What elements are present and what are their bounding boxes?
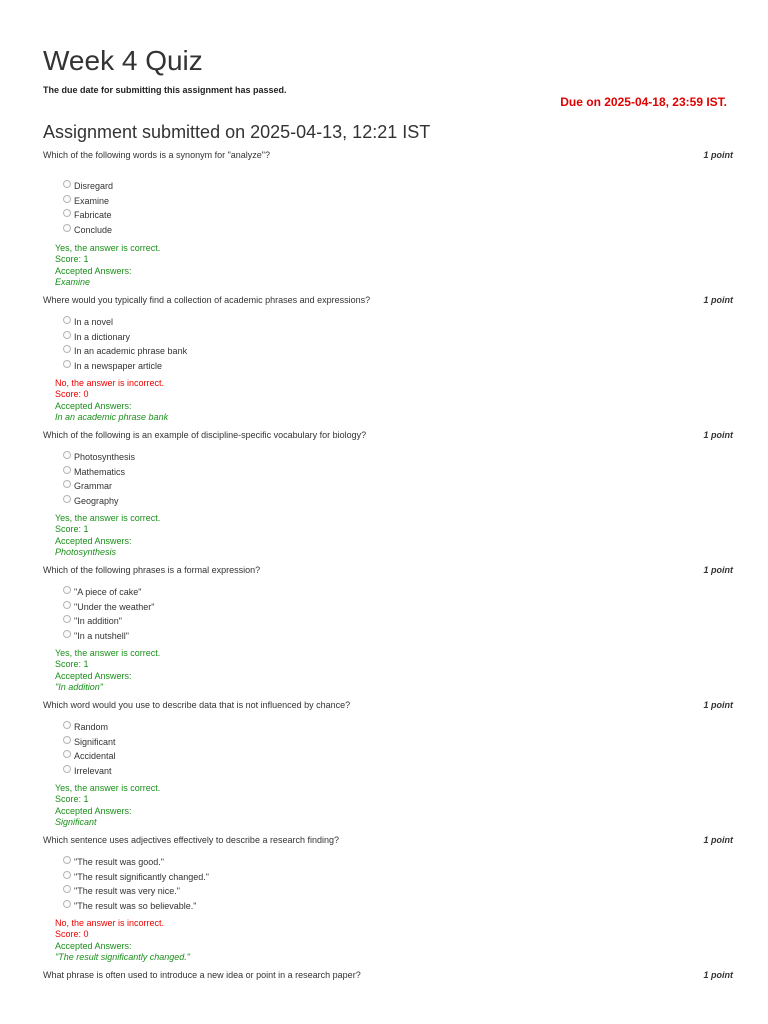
radio-icon[interactable] — [63, 345, 71, 353]
question-points: 1 point — [703, 150, 733, 160]
score-text: Score: 1 — [55, 253, 89, 264]
answer-feedback — [55, 243, 160, 264]
radio-icon[interactable] — [63, 601, 71, 609]
accepted-answers — [55, 806, 132, 828]
option[interactable]: Fabricate — [63, 208, 113, 223]
option[interactable]: "The result was good." — [63, 855, 209, 870]
radio-icon[interactable] — [63, 750, 71, 758]
accepted-label: Accepted Answers: — [55, 671, 132, 681]
radio-icon[interactable] — [63, 856, 71, 864]
option[interactable]: "The result was very nice." — [63, 884, 209, 899]
result-text: No, the answer is incorrect. — [55, 378, 165, 388]
radio-icon[interactable] — [63, 871, 71, 879]
radio-icon[interactable] — [63, 224, 71, 232]
option[interactable]: Conclude — [63, 223, 113, 238]
answer-feedback — [55, 783, 160, 804]
radio-icon[interactable] — [63, 451, 71, 459]
accepted-answers — [55, 401, 168, 423]
option-list — [63, 450, 135, 508]
question-text: Which sentence uses adjectives effectively to describe a research finding? — [43, 835, 339, 845]
due-passed-note: The due date for submitting this assignment has passed. — [43, 85, 287, 95]
option[interactable]: Irrelevant — [63, 764, 116, 779]
accepted-answers — [55, 536, 132, 558]
option[interactable]: "The result significantly changed." — [63, 870, 209, 885]
accepted-label: Accepted Answers: — [55, 806, 132, 816]
radio-icon[interactable] — [63, 331, 71, 339]
radio-icon[interactable] — [63, 209, 71, 217]
due-date: Due on 2025-04-18, 23:59 IST. — [560, 95, 727, 109]
answer-feedback — [55, 918, 164, 939]
radio-icon[interactable] — [63, 615, 71, 623]
accepted-answer: In an academic phrase bank — [55, 412, 169, 422]
submission-heading: Assignment submitted on 2025-04-13, 12:21 IST — [43, 122, 431, 142]
radio-icon[interactable] — [63, 195, 71, 203]
option-list — [63, 179, 113, 237]
page-title: Week 4 Quiz — [43, 45, 203, 76]
accepted-answers — [55, 266, 132, 288]
option[interactable]: Examine — [63, 194, 113, 209]
option[interactable]: In a dictionary — [63, 330, 187, 345]
result-text: No, the answer is incorrect. — [55, 918, 165, 928]
question-points: 1 point — [703, 295, 733, 305]
score-text: Score: 1 — [55, 793, 89, 804]
accepted-label: Accepted Answers: — [55, 536, 132, 546]
radio-icon[interactable] — [63, 765, 71, 773]
question-text: Which of the following phrases is a formal expression? — [43, 565, 261, 575]
option[interactable]: "Under the weather" — [63, 600, 154, 615]
score-text: Score: 1 — [55, 658, 89, 669]
option[interactable]: Random — [63, 720, 116, 735]
accepted-label: Accepted Answers: — [55, 401, 132, 411]
radio-icon[interactable] — [63, 466, 71, 474]
answer-feedback — [55, 513, 160, 534]
option[interactable]: "The result was so believable." — [63, 899, 209, 914]
question-points: 1 point — [703, 835, 733, 845]
option[interactable]: Disregard — [63, 179, 113, 194]
option[interactable]: In a novel — [63, 315, 187, 330]
answer-feedback — [55, 648, 160, 669]
radio-icon[interactable] — [63, 736, 71, 744]
result-text: Yes, the answer is correct. — [55, 513, 161, 523]
question-points: 1 point — [703, 430, 733, 440]
radio-icon[interactable] — [63, 630, 71, 638]
result-text: Yes, the answer is correct. — [55, 243, 161, 253]
accepted-answer: "The result significantly changed." — [55, 952, 190, 962]
score-text: Score: 1 — [55, 523, 89, 534]
option[interactable]: "In addition" — [63, 614, 154, 629]
option[interactable]: Significant — [63, 735, 116, 750]
radio-icon[interactable] — [63, 360, 71, 368]
question-points: 1 point — [703, 970, 733, 980]
question-text: Where would you typically find a collection of academic phrases and expressions? — [43, 295, 371, 305]
option-list — [63, 315, 187, 373]
question-text: Which of the following is an example of discipline-specific vocabulary for biology? — [43, 430, 367, 440]
accepted-answer: Photosynthesis — [55, 547, 117, 557]
accepted-answers — [55, 671, 132, 693]
score-text: Score: 0 — [55, 388, 89, 399]
answer-feedback — [55, 378, 164, 399]
accepted-answer: "In addition" — [55, 682, 103, 692]
radio-icon[interactable] — [63, 316, 71, 324]
option[interactable]: Photosynthesis — [63, 450, 135, 465]
option[interactable]: In an academic phrase bank — [63, 344, 187, 359]
radio-icon[interactable] — [63, 495, 71, 503]
option-list — [63, 855, 209, 913]
option[interactable]: Mathematics — [63, 465, 135, 480]
option-list — [63, 585, 154, 643]
radio-icon[interactable] — [63, 480, 71, 488]
result-text: Yes, the answer is correct. — [55, 783, 161, 793]
accepted-label: Accepted Answers: — [55, 266, 132, 276]
accepted-answers — [55, 941, 190, 963]
option[interactable]: "In a nutshell" — [63, 629, 154, 644]
radio-icon[interactable] — [63, 721, 71, 729]
option-list — [63, 720, 116, 778]
result-text: Yes, the answer is correct. — [55, 648, 161, 658]
radio-icon[interactable] — [63, 180, 71, 188]
accepted-answer: Significant — [55, 817, 97, 827]
accepted-answer: Examine — [55, 277, 91, 287]
option[interactable]: Grammar — [63, 479, 135, 494]
option[interactable]: "A piece of cake" — [63, 585, 154, 600]
question-text: Which of the following words is a synonym for "analyze"? — [43, 150, 270, 160]
radio-icon[interactable] — [63, 900, 71, 908]
accepted-label: Accepted Answers: — [55, 941, 132, 951]
question-text: What phrase is often used to introduce a new idea or point in a research paper? — [43, 970, 361, 980]
question-text: Which word would you use to describe data that is not influenced by chance? — [43, 700, 351, 710]
question-points: 1 point — [703, 700, 733, 710]
question-points: 1 point — [703, 565, 733, 575]
option[interactable]: In a newspaper article — [63, 359, 187, 374]
option[interactable]: Geography — [63, 494, 135, 509]
option[interactable]: Accidental — [63, 749, 116, 764]
radio-icon[interactable] — [63, 885, 71, 893]
score-text: Score: 0 — [55, 928, 89, 939]
radio-icon[interactable] — [63, 586, 71, 594]
